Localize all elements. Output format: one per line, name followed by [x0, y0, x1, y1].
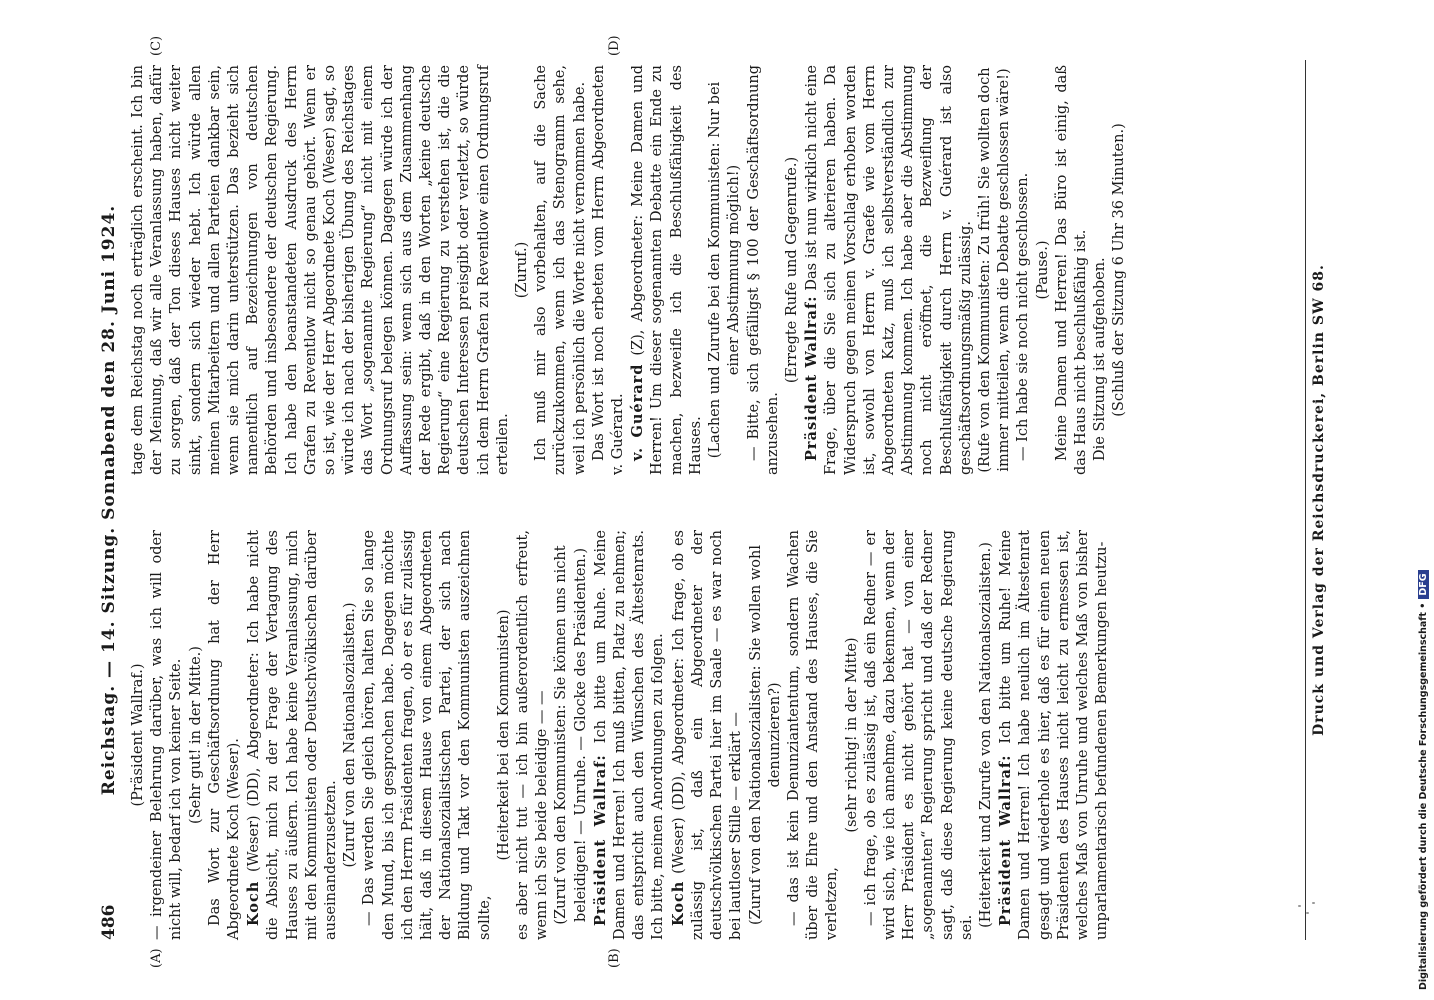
right-interjection — [1110, 65, 1129, 475]
paragraph-text: — Ich habe sie noch nicht geschlossen. — [1015, 172, 1032, 461]
paragraph-text: (Schluß der Sitzung 6 Uhr 36 Minuten.) — [1111, 123, 1128, 417]
left-paragraph — [862, 530, 977, 940]
left-interjection — [843, 530, 862, 940]
speaker-name: Präsident Wallraf: — [803, 295, 821, 461]
right-paragraph — [628, 65, 706, 475]
left-column — [129, 530, 1149, 940]
right-paragraph — [129, 65, 513, 475]
scan-speck — [1312, 902, 1315, 904]
scan-speck — [1298, 905, 1301, 907]
paragraph-text: (Weser) (DD), Abgeordneter: Ich habe nicht die Absicht, mich zu der Frage der Vertagung des Hauses zu äußern. Ich habe keine Veranlassung, mich mit den Kommunisten oder Deutschvölkischen darüber auseinanderzusetzen. — [246, 530, 340, 940]
left-interjection — [977, 530, 996, 940]
left-interjection — [747, 530, 785, 940]
paragraph-text: Meine Damen und Herren! Das Büro ist einig, daß das Haus nicht beschlußfähig ist. — [1053, 65, 1089, 475]
right-interjection — [783, 65, 802, 475]
paragraph-text: (Zuruf.) — [514, 241, 531, 299]
paragraph-text: Ich muß mir also vorbehalten, auf die Sache zurückzukommen, wenn ich das Stenogramm sehe, weil ich persönlich die Worte nicht vernommen habe. — [533, 65, 588, 475]
right-paragraph — [590, 65, 628, 475]
paragraph-text: (Präsident Wallraf.) — [130, 663, 146, 807]
dfg-logo: DFG — [1418, 570, 1429, 598]
paragraph-text: Die Sitzung ist aufgehoben. — [1092, 257, 1109, 461]
paragraph-text: (Heiterkeit bei den Kommunisten) — [495, 609, 512, 861]
paragraph-text: Das Wort ist noch erbeten vom Herrn Abgeordneten v. Guérard. — [590, 65, 627, 475]
paragraph-text: (Zuruf von den Kommunisten: Sie können uns nicht beleidigen! — Unruhe. — Glocke des Präsidenten.) — [553, 545, 589, 925]
left-paragraph — [669, 530, 747, 940]
document-page — [95, 35, 1395, 968]
left-paragraph — [148, 530, 186, 940]
right-interjection — [513, 65, 532, 475]
paragraph-text: (Weser) (DD), Abgeordneter: Ich frage, ob es zulässig ist, daß ein Abgeordneter der deutschvölkischen Partei hier im Saale — es war noch bei lautloser Stille — erklärt — — [670, 530, 745, 940]
left-paragraph — [206, 530, 244, 940]
paragraph-text: (Pause.) — [1034, 240, 1051, 300]
speaker-name: Präsident Wallraf: — [591, 754, 609, 926]
left-interjection — [495, 530, 514, 940]
right-interjection — [706, 65, 744, 475]
paragraph-text: Das Wort zur Geschäftsordnung hat der Herr Abgeordnete Koch (Weser). — [206, 530, 243, 940]
speaker-name: Koch — [245, 880, 263, 926]
paragraph-text: (sehr richtig! in der Mitte) — [843, 637, 860, 833]
left-paragraph — [244, 530, 341, 940]
paragraph-text: (Z), Abgeordneter: Meine Damen und Herren! Um dieser sogenannten Debatte ein Ende zu machen, bezweifle ich die Beschlußfähigkeit des Hauses. — [630, 65, 704, 475]
paragraph-text: — irgendeiner Belehrung darüber, was ich will oder nicht will, bedarf ich von keiner Seite. — [149, 530, 185, 940]
paragraph-text: — Das werden Sie gleich hören, halten Sie so lange den Mund, bis ich gesprochen habe. Dagegen möchte ich den Herrn Präsidenten fragen, ob er es für zulässig hält, daß in diesem Hause von einem Abgeordneten der Nationalsozialistischen Partei, der sich nach Bildung und Takt vor den Kommunisten auszeichnen sollte, — [361, 530, 493, 940]
paragraph-text: (Lachen und Zurufe bei den Kommunisten: Nur bei einer Abstimmung möglich!) — [707, 81, 743, 459]
margin-marker-a: (A) — [149, 948, 164, 968]
right-paragraph — [532, 65, 590, 475]
left-interjection — [341, 530, 360, 940]
page-header — [95, 60, 125, 940]
margin-marker-b: (B) — [607, 948, 622, 968]
paragraph-text: es aber nicht tut — ich bin außerordentlich erfreut, wenn ich Sie beide beleidige — — — [515, 530, 551, 940]
footer-rule — [1305, 60, 1306, 940]
right-paragraph — [802, 65, 976, 475]
digitization-credit — [1418, 10, 1429, 990]
paragraph-text: Ich bitte um Ruhe. Meine Damen und Herren! Ich muß bitten, Platz zu nehmen; das entspricht auch den Wünschen des Ältestenrats. Ich bitte, meinen Anordnungen zu folgen. — [592, 529, 667, 940]
printer-imprint: Druck und Verlag der Reichsdruckerei, Berlin SW 68. — [1311, 264, 1327, 736]
right-paragraph — [1053, 65, 1091, 475]
paragraph-text: — ich frage, ob es zulässig ist, daß ein Redner — er wird sich, wie ich annehme, dazu bekennen, wenn der Herr Präsident es nicht gehört hat — von einer „sogenannten“ Regierung spricht und daß der Redner sagt, daß diese Regierung keine deutsche Regierung sei. — [862, 530, 975, 940]
paragraph-text: Das ist nun wirklich nicht eine Frage, über die Sie sich zu alterieren haben. Da Widerspruch gegen meinen Vorschlag erhoben worden ist, sowohl von Herrn v. Graefe wie vom Herrn Abgeordneten Katz, muß ich selbstverständlich zur Abstimmung kommen. Ich habe aber die Abstimmung noch nicht eröffnet, die Bezweiflung der Beschlußfähigkeit durch Herrn v. Guérard ist also geschäftsordnungsmäßig zulässig. — [804, 64, 974, 475]
left-paragraph — [996, 530, 1112, 940]
right-interjection — [1034, 65, 1053, 475]
left-paragraph — [514, 530, 552, 940]
paragraph-text: (Zuruf von den Nationalsozialisten: Sie wollen wohl denunzieren?) — [747, 544, 783, 926]
left-paragraph — [785, 530, 843, 940]
paragraph-text: (Sehr gut! in der Mitte.) — [187, 646, 204, 824]
speaker-name: v. Guérard — [629, 363, 647, 461]
paragraph-text: (Zuruf von den Nationalsozialisten.) — [342, 602, 359, 868]
right-column — [129, 65, 1149, 475]
paragraph-text: (Erregte Rufe und Gegenrufe.) — [783, 156, 800, 384]
right-paragraph — [1091, 65, 1110, 475]
left-interjection — [552, 530, 590, 940]
paragraph-text: — Bitte, sich gefälligst § 100 der Geschäftsordnung anzusehen. — [745, 65, 781, 475]
page-title: Reichstag. — 14. Sitzung. Sonnabend den 28. Juni 1924. — [99, 204, 119, 796]
speaker-name: Präsident Wallraf: — [997, 754, 1015, 926]
paragraph-text: — das ist kein Denunziantentum, sondern Wachen über die Ehre und den Anstand des Hauses, die Sie verletzen, — [785, 530, 841, 940]
left-paragraph — [591, 530, 669, 940]
left-interjection — [187, 530, 206, 940]
left-interjection — [129, 530, 148, 940]
page-number: 486 — [99, 904, 119, 940]
margin-marker-c: (C) — [149, 35, 164, 56]
right-paragraph — [1014, 65, 1033, 475]
right-interjection — [976, 65, 1014, 475]
paragraph-text: tage dem Reichstag noch erträglich erscheint. Ich bin der Meinung, daß wir alle Veranlassung haben, dafür zu sorgen, daß der Ton dieses Hauses nicht weiter sinkt, sondern sich wieder hebt. Ich würde allen meinen Mitarbeitern und allen Parteien dankbar sein, wenn sie mich darin unterstützen. Das bezieht sich namentlich auf Bezeichnungen von deutschen Behörden und insbesondere der deutschen Regierung. Ich habe den beanstandeten Ausdruck des Herrn Grafen zu Reventlow nicht so genau gehört. Wenn er so ist, wie der Herr Abgeordnete Koch (Weser) sagt, so würde ich nach der bisherigen Übung des Reichstages das Wort „sogenannte Regierung“ nicht mit einem Ordnungsruf belegen können. Dagegen würde ich der Auffassung sein: wenn sich aus dem Zusammenhang der Rede ergibt, daß in den Worten „keine deutsche Regierung“ eine Regierung zu verstehen ist, die die deutschen Interessen preisgibt oder verletzt, so würde ich dem Herrn Grafen zu Reventlow einen Ordnungsruf erteilen. — [130, 65, 511, 475]
left-paragraph — [360, 530, 494, 940]
paragraph-text: (Heiterkeit und Zurufe von den Nationalsozialisten.) — [977, 542, 994, 928]
margin-marker-d: (D) — [607, 35, 622, 56]
paragraph-text: (Rufe von den Kommunisten: Zu früh! Sie wollten doch immer mitteilen, wenn die Debatte geschlossen wäre!) — [976, 67, 1013, 473]
paragraph-text: Ich bitte um Ruhe! Meine Damen und Herren! Ich habe neulich im Ältestenrat gesagt und wiederhole es hier, daß es für einen neuen Präsidenten des Hauses nicht leicht zu ermessen ist, welches Maß von Unruhe und welches Maß von bisher unparlamentarisch befundenen Bemerkungen heutzu- — [998, 530, 1111, 940]
credit-text: Digitalisierung gefördert durch die Deutsche Forschungsgemeinschaft • — [1418, 602, 1429, 990]
scan-speck — [1306, 912, 1309, 914]
speaker-name: Koch — [669, 880, 687, 926]
right-paragraph — [745, 65, 783, 475]
